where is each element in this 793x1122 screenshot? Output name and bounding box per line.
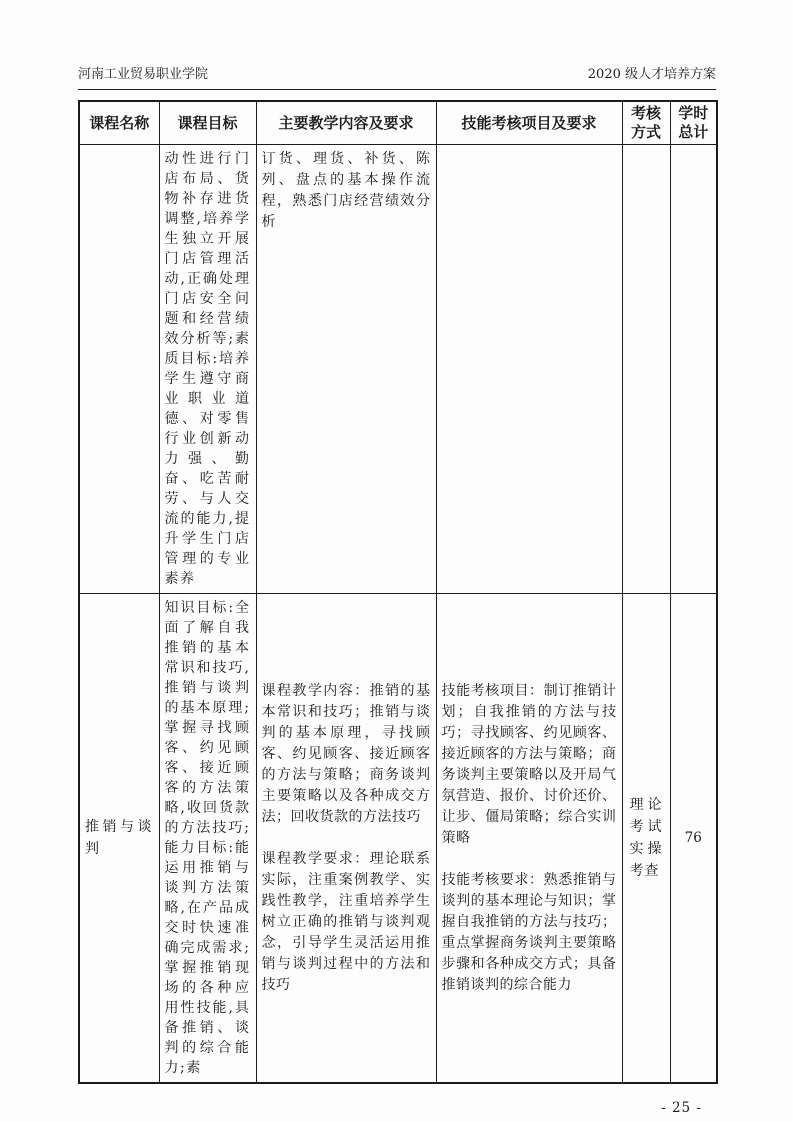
assessment-method-text: 理论考试实操考查 (629, 797, 663, 879)
skill-items-paragraph: 技能考核项目：制订推销计划；自我推销的方法与技巧；寻找顾客、约见顾客、接近顾客的方法与策略；商务谈判主要策略以及开局气氛营造、报价、讨价还价、让步、僵局策略；综合实训策略 (441, 682, 617, 846)
col-header-teaching-content: 主要教学内容及要求 (256, 101, 436, 145)
plan-title: 2020 级人才培养方案 (587, 67, 716, 82)
institution-name: 河南工业贸易职业学院 (78, 67, 209, 82)
skill-requirements-paragraph: 技能考核要求：熟悉推销与谈判的基本理论与知识；掌握自我推销的方法与技巧；重点掌握商务谈判主要策略步骤和各种成交方式；具备推销谈判的综合能力 (441, 871, 617, 993)
objectives-cell (159, 594, 256, 1084)
table-header-row (79, 101, 717, 145)
course-name-text: 推销与谈判 (85, 819, 154, 857)
assessment-method-cell (622, 594, 670, 1084)
objectives-text: 知识目标:全面了解自我推销的基本常识和技巧,推销与谈判的基本原理;掌握寻找顾客、约见顾客、接近顾客的方法策略,收回货款的方法技巧;能力目标:能运用推销与谈判方法策略,在产品成交时快速准确完成需求;掌握推销现场的各种应用性技能,具备推销、谈判的综合能力;素 (164, 600, 251, 1076)
course-table (78, 100, 718, 1084)
course-name-cell (79, 145, 159, 594)
table-row (79, 145, 717, 594)
page-number: - 25 - (661, 1100, 702, 1116)
course-name-cell (79, 594, 159, 1084)
teaching-content-cell (256, 594, 436, 1084)
total-hours-cell (670, 145, 717, 594)
objectives-text: 动性进行门店布局、货物补存进货调整,培养学生独立开展门店管理活动,正确处理门店安全问题和经营绩效分析等;素质目标:培养学生遵守商业职业道德、对零售行业创新动力强、勤奋、吃苦耐劳、与人交流的能力,提升学生门店管理的专业素养 (164, 151, 251, 587)
objectives-cell (159, 145, 256, 594)
teaching-requirements-paragraph: 课程教学要求：理论联系实际，注重案例教学、实践性教学，注重培养学生树立正确的推销与谈判观念，引导学生灵活运用推销与谈判过程中的方法和技巧 (261, 850, 431, 993)
skill-assessment-cell (436, 145, 622, 594)
teaching-content-text: 订货、理货、补货、陈列、盘点的基本操作流程，熟悉门店经营绩效分析 (261, 151, 431, 230)
col-header-total-hours: 学时总计 (670, 101, 717, 145)
teaching-content-cell (256, 145, 436, 594)
col-header-course-name: 课程名称 (79, 101, 159, 145)
col-header-skill-assessment: 技能考核项目及要求 (436, 101, 622, 145)
skill-assessment-cell (436, 594, 622, 1084)
teaching-content-paragraph: 课程教学内容：推销的基本常识和技巧；推销与谈判的基本原理，寻找顾客、约见顾客、接近顾客的方法与策略；商务谈判主要策略以及各种成交方法；回收货款的方法技巧 (261, 682, 431, 825)
assessment-method-cell (622, 145, 670, 594)
col-header-assessment-method: 考核方式 (622, 101, 670, 145)
page-header (78, 0, 716, 90)
table-row (79, 594, 717, 1084)
col-header-course-objectives: 课程目标 (159, 101, 256, 145)
total-hours-cell: 76 (670, 594, 717, 1084)
